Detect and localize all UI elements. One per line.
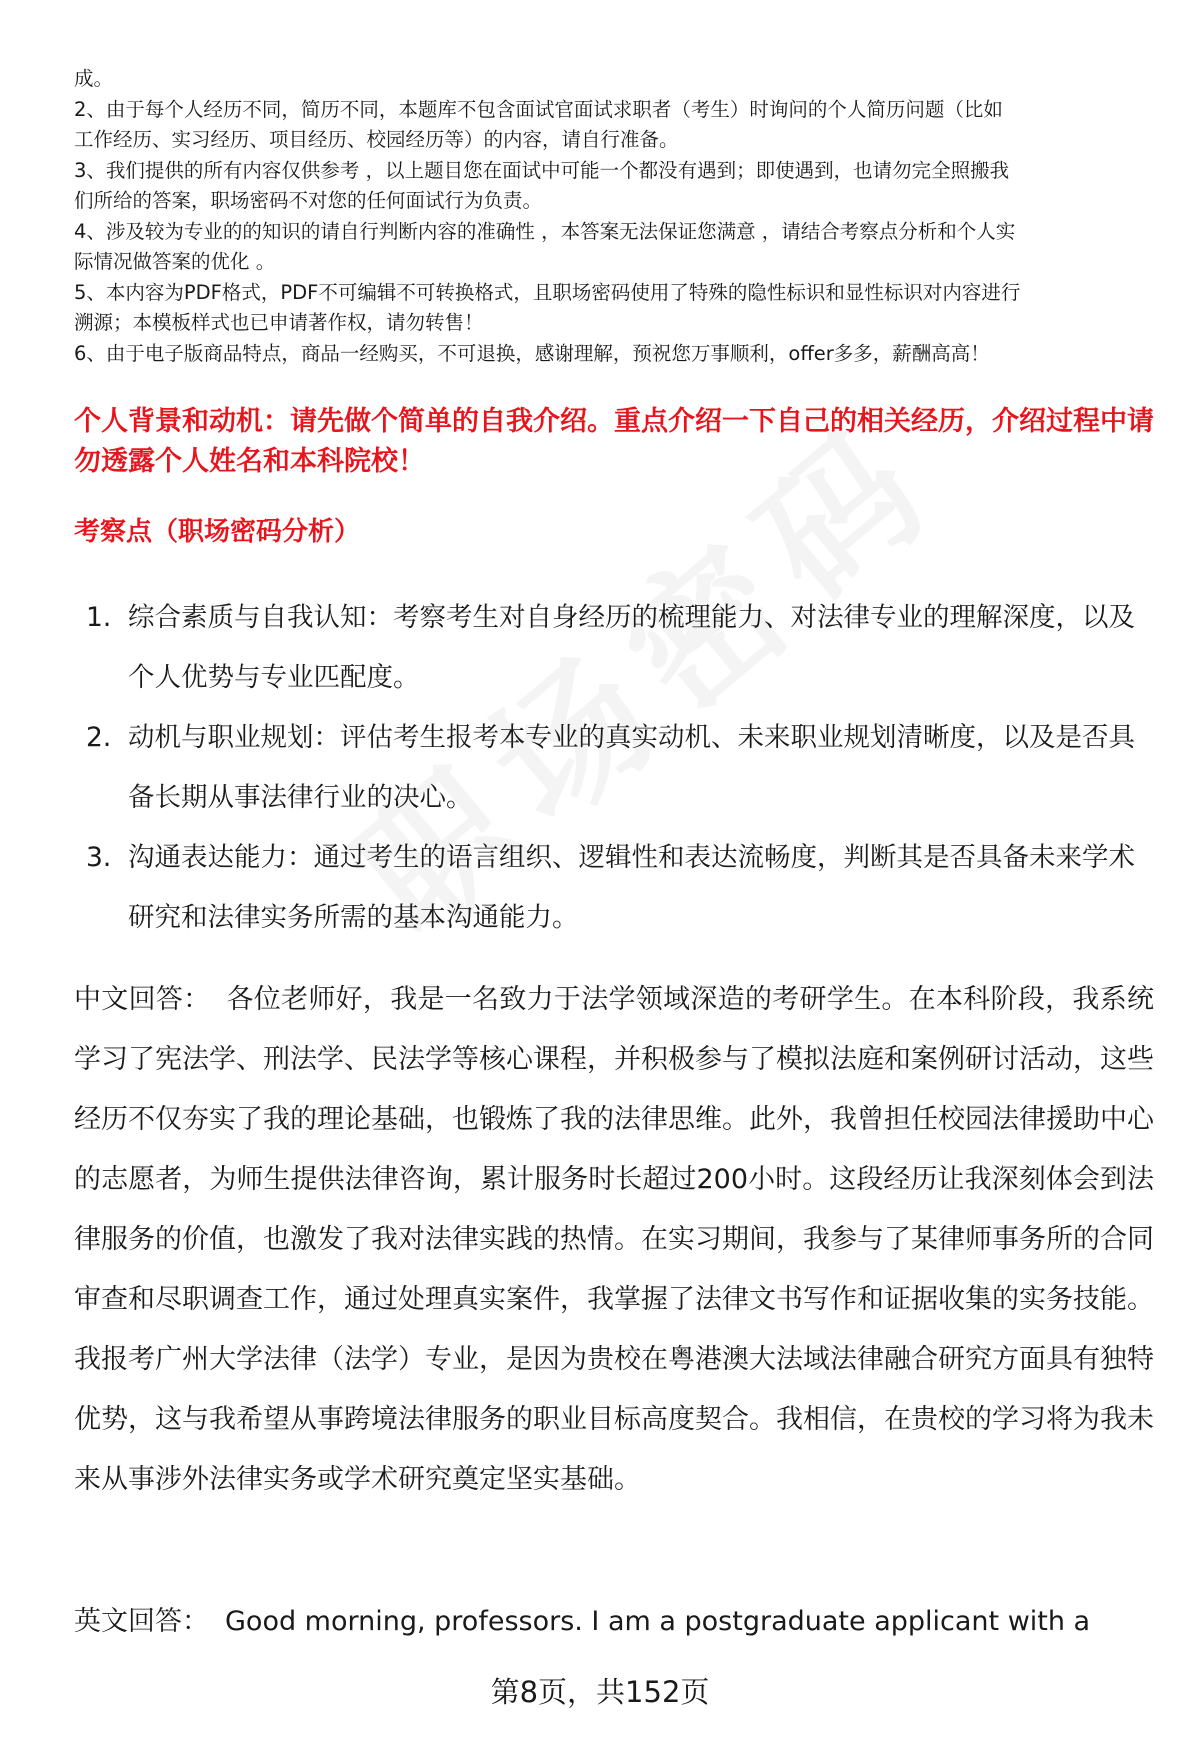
assessment-point [86, 588, 1156, 708]
chinese-answer [74, 970, 1154, 1510]
note-line: 成。 [74, 67, 114, 90]
note-line: 3、我们提供的所有内容仅供参考 ，以上题目您在面试中可能一个都没有遇到；即使遇到，也请勿完全照搬我 [74, 158, 1010, 182]
note-line: 溯源；本模板样式也已申请著作权，请勿转售！ [74, 311, 484, 334]
note-line: 工作经历、实习经历、项目经历、校园经历等）的内容，请自行准备。 [74, 128, 679, 151]
point-text: 动机与职业规划：评估考生报考本专业的真实动机、未来职业规划清晰度，以及是否具备长期从事法律行业的决心。 [128, 722, 1135, 813]
note-line: 5、本内容为PDF格式，PDF不可编辑不可转换格式，且职场密码使用了特殊的隐性标识和显性标识对内容进行 [74, 280, 1021, 304]
point-text: 综合素质与自我认知：考察考生对自身经历的梳理能力、对法律专业的理解深度，以及个人优势与专业匹配度。 [128, 602, 1135, 693]
page-number: 第8页，共152页 [490, 1675, 710, 1709]
point-number: 2. [86, 722, 112, 753]
assessment-points-title: 考察点（职场密码分析） [74, 517, 361, 547]
chinese-answer-text: 各位老师好，我是一名致力于法学领域深造的考研学生。在本科阶段，我系统学习了宪法学、刑法学、民法学等核心课程，并积极参与了模拟法庭和案例研讨活动，这些经历不仅夯实了我的理论基础，也锻炼了我的法律思维。此外，我曾担任校园法律援助中心的志愿者，为师生提供法律咨询，累计服务时长超过200小时。这段经历让我深刻体会到法律服务的价值，也激发了我对法律实践的热情。在实习期间，我参与了某律师事务所的合同审查和尽职调查工作，通过处理真实案件，我掌握了法律文书写作和证据收集的实务技能。我报考广州大学法律（法学）专业，是因为贵校在粤港澳大法域法律融合研究方面具有独特优势，这与我希望从事跨境法律服务的职业目标高度契合。我相信，在贵校的学习将为我未来从事涉外法律实务或学术研究奠定坚实基础。 [74, 984, 1155, 1495]
english-answer-label: 英文回答： [74, 1606, 209, 1637]
point-number: 3. [86, 842, 112, 873]
assessment-point [86, 828, 1156, 948]
english-answer [74, 1592, 1154, 1652]
point-number: 1. [86, 602, 112, 633]
note-line: 们所给的答案，职场密码不对您的任何面试行为负责。 [74, 189, 543, 212]
assessment-point [86, 708, 1156, 828]
english-answer-text: Good morning, professors. I am a postgraduate applicant with a [225, 1606, 1091, 1637]
assessment-points-list [86, 588, 1156, 948]
note-line: 4、涉及较为专业的的知识的请自行判断内容的准确性 ，本答案无法保证您满意 ，请结合考察点分析和个人实 [74, 219, 1016, 243]
interview-question: 个人背景和动机：请先做个简单的自我介绍。重点介绍一下自己的相关经历，介绍过程中请勿透露个人姓名和本科院校！ [74, 406, 1154, 477]
note-line: 6、由于电子版商品特点，商品一经购买，不可退换，感谢理解，预祝您万事顺利，offer多多，薪酬高高！ [74, 341, 990, 365]
note-line: 2、由于每个人经历不同，简历不同，本题库不包含面试官面试求职者（考生）时询问的个人简历问题（比如 [74, 97, 1003, 121]
chinese-answer-label: 中文回答： [74, 984, 211, 1015]
note-line: 际情况做答案的优化 。 [74, 250, 276, 273]
disclaimer-notes [74, 64, 1154, 369]
point-text: 沟通表达能力：通过考生的语言组织、逻辑性和表达流畅度，判断其是否具备未来学术研究和法律实务所需的基本沟通能力。 [128, 842, 1135, 933]
